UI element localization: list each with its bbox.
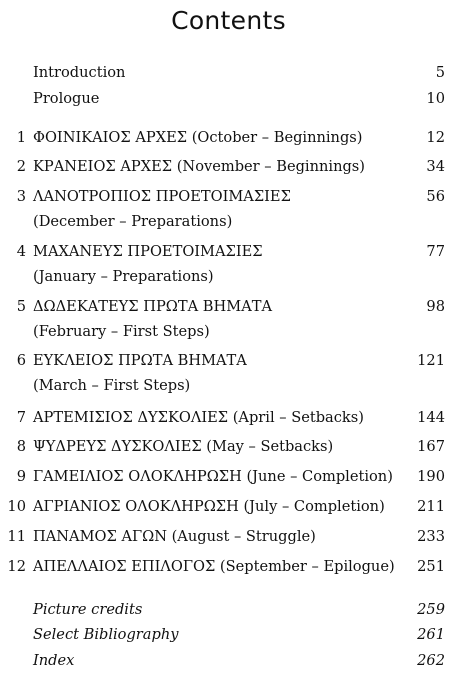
chapter-title: ΛΑΝΟΤΡΟΠΙΟΣ ΠΡΟΕΤΟΙΜΑΣΙΕΣ: [33, 188, 291, 205]
chapter-number: 6: [16, 352, 26, 369]
chapter-title: ΑΠΕΛΛΑΙΟΣ ΕΠΙΛΟΓΟΣ (September – Epilogue): [33, 558, 395, 575]
page-title: Contents: [171, 6, 286, 35]
chapter-number: 1: [16, 129, 26, 146]
toc-chapter-3[interactable]: [0, 185, 457, 209]
toc-entry-prologue[interactable]: [0, 87, 457, 111]
toc-chapter-4-subtitle: [0, 265, 457, 289]
chapter-number: 10: [7, 498, 26, 515]
toc-entry-picture-credits[interactable]: [0, 598, 457, 622]
chapter-page: 144: [417, 409, 445, 426]
toc-entry-select-bibliography[interactable]: [0, 623, 457, 647]
chapter-page: 233: [417, 528, 445, 545]
toc-chapter-2[interactable]: [0, 155, 457, 179]
toc-entry-page: 262: [417, 652, 445, 669]
chapter-page: 56: [426, 188, 445, 205]
toc-chapter-4[interactable]: [0, 240, 457, 264]
chapter-title: ΕΥΚΛΕΙΟΣ ΠΡΩΤΑ ΒΗΜΑΤΑ: [33, 352, 247, 369]
toc-entry-label: Index: [33, 652, 75, 669]
chapter-title: ΜΑΧΑΝΕΥΣ ΠΡΟΕΤΟΙΜΑΣΙΕΣ: [33, 243, 263, 260]
chapter-title: ΠΑΝΑΜΟΣ ΑΓΩΝ (August – Struggle): [33, 528, 316, 545]
toc-chapter-10[interactable]: [0, 495, 457, 519]
chapter-page: 121: [417, 352, 445, 369]
chapter-title: ΔΩΔΕΚΑΤΕΥΣ ΠΡΩΤΑ ΒΗΜΑΤΑ: [33, 298, 273, 315]
toc-chapter-1[interactable]: [0, 126, 457, 150]
chapter-number: 8: [16, 438, 26, 455]
chapter-page: 34: [426, 158, 445, 175]
chapter-subtitle: (December – Preparations): [33, 213, 233, 230]
toc-chapter-6[interactable]: [0, 349, 457, 373]
toc-entry-page: 10: [426, 90, 445, 107]
chapter-subtitle: (January – Preparations): [33, 268, 214, 285]
chapter-page: 251: [417, 558, 445, 575]
chapter-number: 7: [16, 409, 26, 426]
chapter-number: 4: [16, 243, 26, 260]
chapter-subtitle: (March – First Steps): [33, 377, 191, 394]
toc-chapter-12[interactable]: [0, 555, 457, 579]
chapter-page: 211: [417, 498, 445, 515]
toc-entry-index[interactable]: [0, 649, 457, 673]
chapter-title: ΑΡΤΕΜΙΣΙΟΣ ΔΥΣΚΟΛΙΕΣ (April – Setbacks): [33, 409, 364, 426]
toc-entry-label: Introduction: [33, 64, 126, 81]
chapter-page: 98: [426, 298, 445, 315]
chapter-title: ΓΑΜΕΙΛΙΟΣ ΟΛΟΚΛΗΡΩΣΗ (June – Completion): [33, 468, 393, 485]
toc-entry-page: 259: [417, 601, 445, 618]
chapter-page: 190: [417, 468, 445, 485]
chapter-subtitle: (February – First Steps): [33, 323, 210, 340]
chapter-title: ΦΟΙΝΙΚΑΙΟΣ ΑΡΧΕΣ (October – Beginnings): [33, 129, 363, 146]
toc-chapter-8[interactable]: [0, 435, 457, 459]
chapter-number: 11: [7, 528, 26, 545]
chapter-title: ΨΥΔΡΕΥΣ ΔΥΣΚΟΛΙΕΣ (May – Setbacks): [33, 438, 334, 455]
toc-entry-label: Prologue: [33, 90, 100, 107]
toc-entry-introduction[interactable]: [0, 61, 457, 85]
toc-entry-page: 5: [435, 64, 445, 81]
chapter-page: 77: [426, 243, 445, 260]
chapter-number: 9: [16, 468, 26, 485]
chapter-number: 3: [16, 188, 26, 205]
chapter-title: ΚΡΑΝΕΙΟΣ ΑΡΧΕΣ (November – Beginnings): [33, 158, 365, 175]
toc-chapter-6-subtitle: [0, 374, 457, 398]
chapter-page: 167: [417, 438, 445, 455]
toc-chapter-5-subtitle: [0, 320, 457, 344]
chapter-page: 12: [426, 129, 445, 146]
toc-chapter-5[interactable]: [0, 295, 457, 319]
toc-chapter-11[interactable]: [0, 525, 457, 549]
chapter-number: 2: [16, 158, 26, 175]
toc-chapter-7[interactable]: [0, 406, 457, 430]
toc-chapter-3-subtitle: [0, 210, 457, 234]
toc-chapter-9[interactable]: [0, 465, 457, 489]
chapter-number: 5: [16, 298, 26, 315]
toc-entry-page: 261: [417, 626, 445, 643]
chapter-title: ΑΓΡΙΑΝΙΟΣ ΟΛΟΚΛΗΡΩΣΗ (July – Completion): [33, 498, 385, 515]
toc-entry-label: Picture credits: [33, 601, 143, 618]
chapter-number: 12: [7, 558, 26, 575]
toc-entry-label: Select Bibliography: [33, 626, 179, 643]
